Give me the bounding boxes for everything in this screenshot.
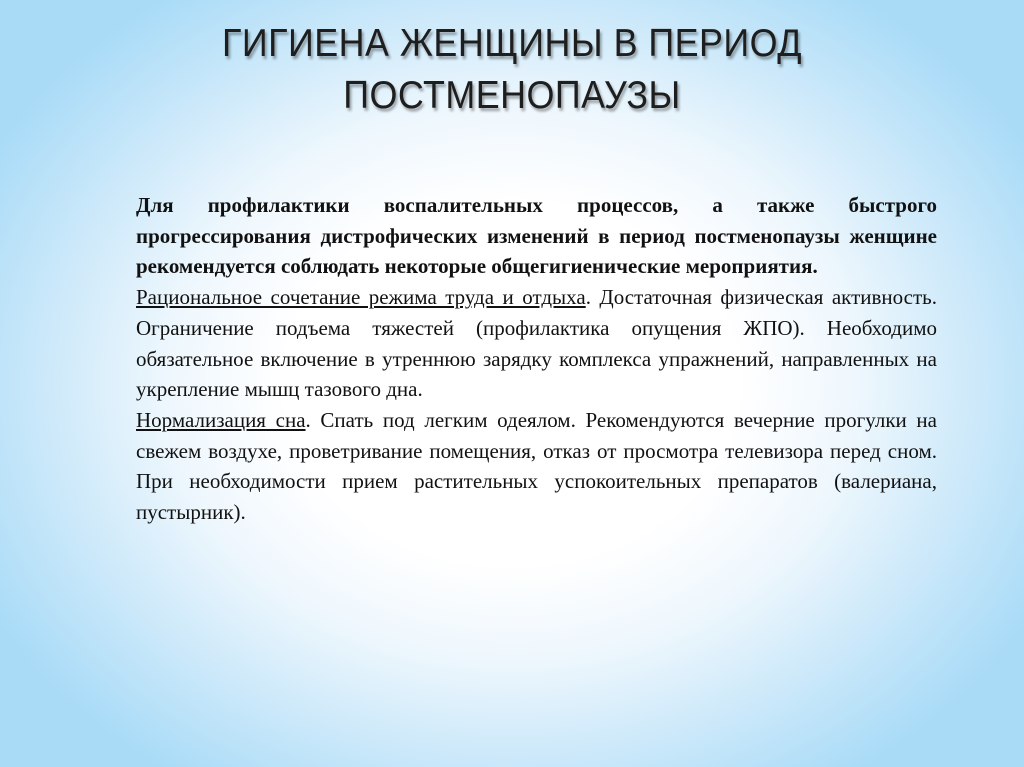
- sleep-heading: Нормализация сна: [136, 407, 306, 432]
- slide-body: [136, 190, 937, 528]
- work-rest-text: . Достаточная физическая активность. Ограничение подъема тяжестей (профилактика опущения ЖПО). Необходимо обязательное включение в утреннюю зарядку комплекса упражнений, направленных на укрепление мышц тазового дна.: [136, 285, 937, 402]
- work-rest-paragraph: [136, 282, 937, 405]
- slide-title-line-2: ПОСТМЕНОПАУЗЫ: [343, 74, 681, 117]
- slide-title-line-1: ГИГИЕНА ЖЕНЩИНЫ В ПЕРИОД: [221, 22, 803, 65]
- sleep-text: . Спать под легким одеялом. Рекомендуются вечерние прогулки на свежем воздухе, проветривание помещения, отказ от просмотра телевизора перед сном. При необходимости прием растительных успокоительных препаратов (валериана, пустырник).: [136, 407, 937, 525]
- intro-paragraph: Для профилактики воспалительных процессов, а также быстрого прогрессирования дистрофических изменений в период постменопаузы женщине рекомендуется соблюдать некоторые общегигиенические мероприятия.: [136, 193, 937, 279]
- sleep-paragraph: [136, 405, 937, 528]
- slide-title: [144, 18, 880, 122]
- work-rest-heading: Рациональное сочетание режима труда и отдыха: [136, 285, 586, 310]
